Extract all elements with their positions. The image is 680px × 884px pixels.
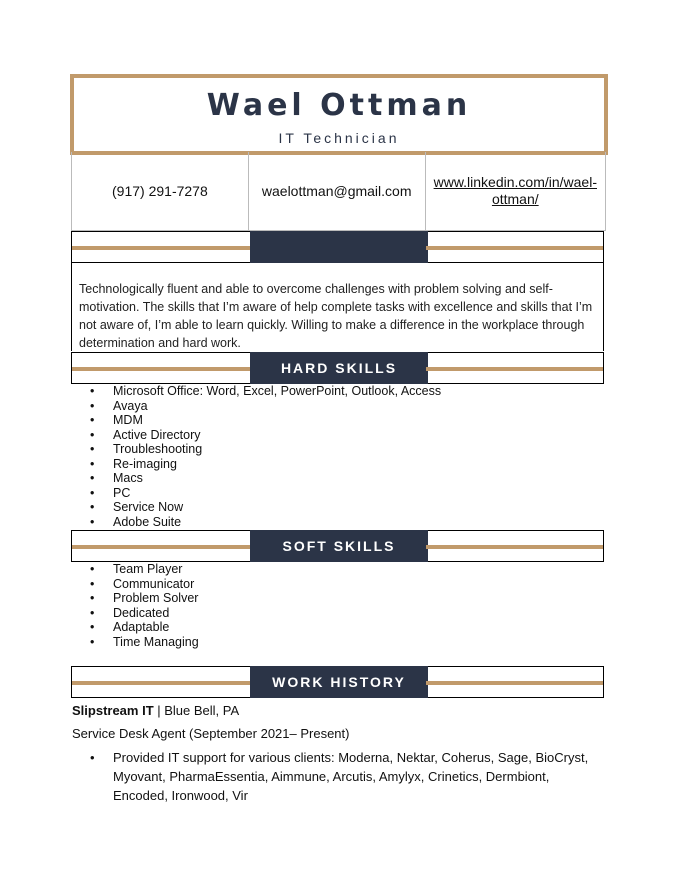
bullet-icon: • xyxy=(90,413,95,427)
company-name: Slipstream IT xyxy=(72,703,154,718)
skill-text: Avaya xyxy=(113,398,148,413)
summary-divider xyxy=(71,231,604,263)
linkedin-link[interactable]: www.linkedin.com/in/wael-ottman/ xyxy=(433,174,597,207)
bullet-icon: • xyxy=(90,398,95,413)
soft-skills-header xyxy=(71,530,604,562)
summary-divider-block xyxy=(250,231,428,263)
divider-line-left xyxy=(72,681,250,685)
candidate-name: Wael Ottman xyxy=(206,88,472,123)
skill-item xyxy=(72,635,199,650)
skill-item xyxy=(72,606,199,621)
skill-text: Macs xyxy=(113,471,143,485)
divider-line-right xyxy=(426,246,603,250)
skill-item xyxy=(72,486,441,501)
skill-item xyxy=(72,515,441,530)
phone-cell xyxy=(72,152,249,230)
skill-text: Microsoft Office: Word, Excel, PowerPoint, Outlook, Access xyxy=(113,384,442,398)
skill-text: Time Managing xyxy=(113,634,199,649)
job-company xyxy=(72,703,239,718)
skill-text: Adobe Suite xyxy=(113,514,182,529)
bullet-icon: • xyxy=(90,605,95,620)
skill-item xyxy=(72,413,441,428)
skill-item xyxy=(72,562,199,577)
skill-text: Re-imaging xyxy=(113,456,177,471)
bullet-icon: • xyxy=(90,750,95,765)
soft-skills-title: SOFT SKILLS xyxy=(250,530,428,562)
skill-text: PC xyxy=(113,485,131,500)
work-history-title: WORK HISTORY xyxy=(250,666,428,698)
work-history-header xyxy=(71,666,604,698)
divider-line-right xyxy=(426,681,603,685)
bullet-icon: • xyxy=(90,485,95,500)
bullet-icon: • xyxy=(90,442,95,456)
job-duty xyxy=(72,748,597,805)
skill-item xyxy=(72,428,441,443)
email-address[interactable]: waelottman@gmail.com xyxy=(261,182,412,199)
bullet-icon: • xyxy=(90,500,95,514)
bullet-icon: • xyxy=(90,562,95,576)
skill-text: Troubleshooting xyxy=(113,442,203,456)
skill-item xyxy=(72,399,441,414)
skill-item xyxy=(72,457,441,472)
bullet-icon: • xyxy=(90,427,95,442)
divider-line-right xyxy=(426,367,603,371)
resume-header xyxy=(70,74,608,155)
bullet-icon: • xyxy=(90,456,95,471)
divider-line-left xyxy=(72,246,250,250)
skill-text: Problem Solver xyxy=(113,591,199,605)
skill-item xyxy=(72,442,441,457)
skill-text: Communicator xyxy=(113,576,195,591)
skill-item xyxy=(72,500,441,515)
bullet-icon: • xyxy=(90,591,95,605)
email-cell xyxy=(249,152,426,230)
company-location: | Blue Bell, PA xyxy=(153,703,240,718)
skill-text: Active Directory xyxy=(113,427,201,442)
divider-line-left xyxy=(72,367,250,371)
bullet-icon: • xyxy=(90,384,95,398)
hard-skills-list xyxy=(72,384,441,529)
skill-text: Dedicated xyxy=(113,605,170,620)
hard-skills-title: HARD SKILLS xyxy=(250,352,428,384)
bullet-icon: • xyxy=(90,620,95,634)
bullet-icon: • xyxy=(90,634,95,649)
divider-line-left xyxy=(72,545,250,549)
bullet-icon: • xyxy=(90,471,95,485)
skill-text: Adaptable xyxy=(113,620,170,634)
divider-line-right xyxy=(426,545,603,549)
skill-item xyxy=(72,591,199,606)
bullet-icon: • xyxy=(90,576,95,591)
skill-text: MDM xyxy=(113,413,143,427)
skill-text: Team Player xyxy=(113,562,183,576)
bullet-icon: • xyxy=(90,514,95,529)
soft-skills-list xyxy=(72,562,199,649)
skill-text: Service Now xyxy=(113,500,184,514)
skill-item xyxy=(72,471,441,486)
hard-skills-header xyxy=(71,352,604,384)
skill-item xyxy=(72,384,441,399)
linkedin-cell xyxy=(426,152,605,230)
skill-item xyxy=(72,577,199,592)
skill-item xyxy=(72,620,199,635)
job-title: IT Technician xyxy=(278,130,400,146)
summary-text: Technologically fluent and able to overcome challenges with problem solving and self-motivation. The skills that I’m aware of help complete tasks with excellence and skills that I’m not aware of, I’m able to learn quickly. Willing to make a difference in the workplace through determination and hard work. xyxy=(71,263,604,351)
phone-number[interactable]: (917) 291-7278 xyxy=(112,182,208,199)
job-role: Service Desk Agent (September 2021– Present) xyxy=(72,726,350,741)
job-duty-text: Provided IT support for various clients: Moderna, Nektar, Coherus, Sage, BioCryst, Myovant, PharmaEssentia, Aimmune, Arcutis, Amylyx, Crinetics, Dermbiont, Encoded, Ironwood, Vir xyxy=(113,750,589,803)
contact-row xyxy=(71,152,606,231)
